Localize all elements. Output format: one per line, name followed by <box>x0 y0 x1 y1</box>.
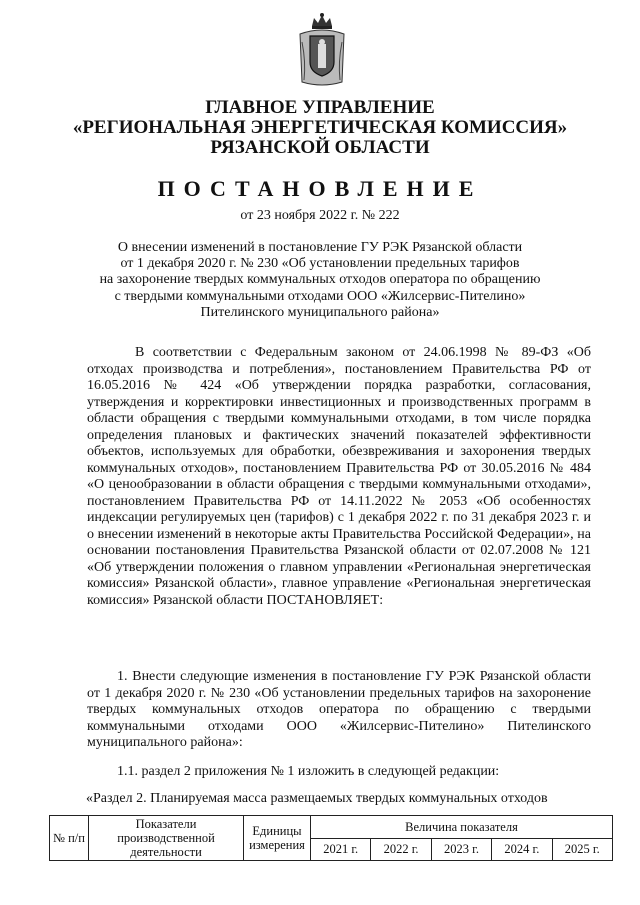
col-unit-header: Единицы измерения <box>244 816 311 861</box>
subject-line-1: О внесении изменений в постановление ГУ РЭК Рязанской области <box>117 240 523 255</box>
agency-line-3: РЯЗАНСКОЙ ОБЛАСТИ <box>210 137 430 158</box>
year-header: 2024 г. <box>492 838 552 861</box>
document-date: от 23 ноября 2022 г. № 222 <box>240 208 400 223</box>
agency-name <box>60 98 580 158</box>
year-header: 2021 г. <box>311 838 371 861</box>
document-subject <box>60 240 580 321</box>
document-type: ПОСТАНОВЛЕНИЕ <box>157 176 483 201</box>
subject-line-5: Пителинского муниципального района» <box>200 304 440 320</box>
subject-line-4: с твердыми коммунальными отходами ООО «Жилсервис-Пителино» <box>114 288 526 304</box>
col-indicator-header: Показатели производственной деятельности <box>89 816 244 861</box>
item-1-paragraph: 1. Внести следующие изменения в постановление ГУ РЭК Рязанской области от 1 декабря 2020 г. № 230 «Об установлении предельных тарифов на захоронение твердых коммунальных отходов оператора по обращению с твердыми коммунальными отходами ООО «Жилсервис-Пителино» Пителинского муниципального района»: <box>87 669 591 750</box>
year-header: 2025 г. <box>552 838 612 861</box>
mass-table <box>49 815 613 861</box>
item-1-1-paragraph: 1.1. раздел 2 приложения № 1 изложить в следующей редакции: <box>117 764 500 779</box>
subject-line-3: на захоронение твердых коммунальных отходов оператора по обращению <box>99 272 541 288</box>
agency-line-1: ГЛАВНОЕ УПРАВЛЕНИЕ <box>205 97 435 118</box>
preamble-paragraph: В соответствии с Федеральным законом от 24.06.1998 № 89-ФЗ «Об отходах производства и потребления», постановлением Правительства РФ от 16.05.2016 № 424 «Об утверждении порядка разработки, согласования, утверждения и корректировки инвестиционных и производственных программ в области обращения с твердыми коммунальными отходами, в том числе порядка определения плановых и фактических значений показателей эффективности объектов, используемых для обработки, обезвреживания и захоронения твердых коммунальных отходов», постановлением Правительства РФ от 30.05.2016 № 484 «О ценообразовании в области обращения с твердыми коммунальными отходами», постановлением Правительства РФ от 14.11.2022 № 2053 «Об особенностях индексации регулируемых цен (тарифов) с 1 декабря 2022 г. по 31 декабря 2023 г. и о внесении изменений в некоторые акты Правительства Российской Федерации», на основании постановления Правительства Рязанской области от 02.07.2008 № 121 «Об утверждении положения о главном управлении «Региональная энергетическая комиссия» Рязанской области», главное управление «Региональная энергетическая комиссия» Рязанской области ПОСТАНОВЛЯЕТ: <box>87 345 591 608</box>
col-value-header: Величина показателя <box>311 816 613 839</box>
section-heading: «Раздел 2. Планируемая масса размещаемых твердых коммунальных отходов <box>86 791 548 806</box>
coat-of-arms-icon <box>296 12 348 88</box>
year-header: 2022 г. <box>371 838 431 861</box>
subject-line-2: от 1 декабря 2020 г. № 230 «Об установлении предельных тарифов <box>120 256 520 272</box>
agency-line-2: «РЕГИОНАЛЬНАЯ ЭНЕРГЕТИЧЕСКАЯ КОМИССИЯ» <box>72 117 568 138</box>
col-num-header: № п/п <box>50 816 89 861</box>
year-header: 2023 г. <box>431 838 491 861</box>
